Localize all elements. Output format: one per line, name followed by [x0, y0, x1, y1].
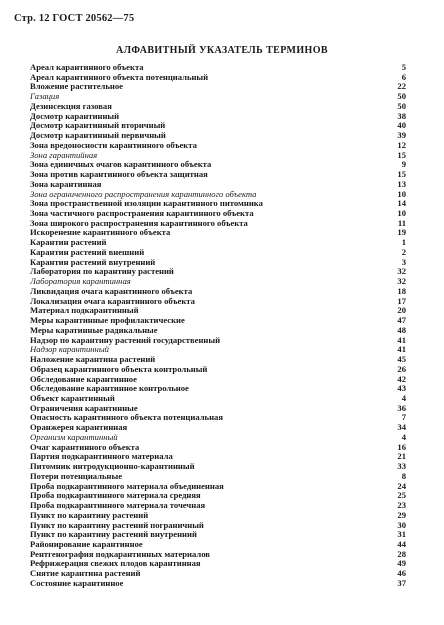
index-term: Зона пространственной изоляции карантинного питомника: [30, 199, 263, 209]
index-entry: [30, 511, 406, 521]
index-page-number: 36: [397, 402, 406, 413]
index-entry: [30, 306, 406, 316]
index-page-number: 19: [397, 227, 406, 238]
index-term: Ареал карантинного объекта: [30, 63, 144, 72]
index-term: Досмотр карантинный первичный: [30, 131, 166, 141]
index-page-number: 43: [397, 383, 406, 394]
index-term: Объект карантинный: [30, 393, 115, 403]
index-term: Надзор карантинный: [30, 345, 109, 355]
term-index-list: [30, 63, 406, 589]
index-page-number: 34: [397, 422, 406, 433]
index-entry: [30, 433, 406, 443]
index-entry: [30, 336, 406, 346]
index-entry: [30, 452, 406, 462]
index-term: Наложение карантина растений: [30, 355, 156, 365]
index-entry: [30, 141, 406, 151]
index-entry: [30, 384, 406, 394]
index-entry: [30, 404, 406, 414]
index-entry: [30, 112, 406, 122]
index-term: Зона ограниченного распространения карантинного объекта: [30, 189, 257, 199]
index-term: Меры каратинные радикальные: [30, 325, 158, 335]
index-entry: [30, 121, 406, 131]
index-term: Партия подкарантинного материала: [30, 452, 173, 462]
index-page-number: 50: [397, 91, 406, 102]
index-entry: [30, 579, 406, 589]
index-entry: [30, 160, 406, 170]
index-page-number: 18: [397, 285, 406, 296]
index-page-number: 13: [397, 178, 406, 189]
index-term: Меры карантинные профилактические: [30, 316, 185, 326]
index-page-number: 28: [397, 548, 406, 559]
index-page-number: 4: [401, 392, 406, 403]
index-term: Карантин растений: [30, 238, 107, 248]
index-page-number: 22: [397, 81, 406, 92]
index-entry: [30, 199, 406, 209]
index-term: Искоренение карантинного объекта: [30, 228, 171, 238]
index-page-number: 32: [397, 266, 406, 277]
index-entry: [30, 482, 406, 492]
index-entry: [30, 345, 406, 355]
index-entry: [30, 521, 406, 531]
index-entry: [30, 258, 406, 268]
index-term: Дезинсекция газовая: [30, 101, 112, 111]
index-term: Зона карантинная: [30, 179, 102, 189]
index-term: Ликвидация очага карантинного объекта: [30, 286, 193, 296]
index-page-number: 41: [397, 344, 406, 355]
index-term: Надзор по карантину растений государственный: [30, 335, 221, 345]
index-entry: [30, 462, 406, 472]
index-entry: [30, 472, 406, 482]
index-term: Локализация очага карантинного объекта: [30, 296, 195, 306]
index-entry: [30, 228, 406, 238]
index-page-number: 41: [397, 334, 406, 345]
index-page-number: 8: [401, 470, 406, 481]
index-entry: [30, 559, 406, 569]
index-page-number: 24: [397, 480, 406, 491]
index-entry: [30, 131, 406, 141]
index-page-number: 16: [397, 441, 406, 452]
index-term: Карантин растений внешний: [30, 247, 145, 257]
index-entry: [30, 92, 406, 102]
index-entry: [30, 248, 406, 258]
index-entry: [30, 394, 406, 404]
index-page-number: 10: [397, 208, 406, 219]
index-entry: [30, 375, 406, 385]
index-entry: [30, 151, 406, 161]
index-entry: [30, 297, 406, 307]
index-term: Питомник интродукционно-карантинный: [30, 462, 195, 472]
index-page-number: 2: [401, 246, 406, 257]
index-page-number: 5: [401, 62, 406, 72]
index-page-number: 33: [397, 461, 406, 472]
page-title: АЛФАВИТНЫЙ УКАЗАТЕЛЬ ТЕРМИНОВ: [116, 45, 328, 56]
index-term: Ареал карантинного объекта потенциальный: [30, 72, 209, 82]
index-entry: [30, 82, 406, 92]
index-entry: [30, 540, 406, 550]
index-page-number: 47: [397, 315, 406, 326]
index-term: Досмотр карантинный: [30, 111, 120, 121]
index-entry: [30, 530, 406, 540]
index-page-number: 17: [397, 295, 406, 306]
index-page-number: 32: [397, 276, 406, 287]
index-term: Потери потенциальные: [30, 471, 123, 481]
index-page-number: 46: [397, 568, 406, 579]
index-page-number: 4: [401, 431, 406, 442]
index-page-number: 44: [397, 538, 406, 549]
index-term: Районирование карантинное: [30, 539, 143, 549]
index-term: Карантин растений внутренний: [30, 257, 156, 267]
index-term: Обследование карантинное: [30, 374, 137, 384]
index-entry: [30, 63, 406, 73]
index-page-number: 31: [397, 529, 406, 540]
index-entry: [30, 355, 406, 365]
index-entry: [30, 238, 406, 248]
index-page-number: 9: [401, 159, 406, 170]
index-term: Вложение растительное: [30, 82, 123, 92]
index-term: Зона против карантинного объекта защитная: [30, 170, 208, 180]
index-page-number: 11: [397, 217, 406, 228]
index-term: Газация: [30, 92, 60, 102]
index-entry: [30, 267, 406, 277]
index-term: Лаборатория по карантину растений: [30, 267, 174, 277]
index-entry: [30, 219, 406, 229]
index-entry: [30, 73, 406, 83]
index-term: Пункт по карантину растений пограничный: [30, 520, 204, 530]
index-entry: [30, 443, 406, 453]
index-entry: [30, 180, 406, 190]
index-page-number: 12: [397, 139, 406, 150]
index-term: Досмотр карантинный вторичный: [30, 121, 166, 131]
index-term: Рентгенография подкарантинных материалов: [30, 549, 210, 559]
index-entry: [30, 365, 406, 375]
index-term: Очаг карантинного объекта: [30, 442, 140, 452]
index-term: Опасность карантинного объекта потенциальная: [30, 413, 223, 423]
index-term: Ограничения карантинные: [30, 403, 138, 413]
index-page-number: 20: [397, 305, 406, 316]
index-page-number: 14: [397, 198, 406, 209]
index-term: Лаборатория карантинная: [30, 277, 131, 287]
index-term: Состояние карантинное: [30, 578, 124, 588]
index-term: Пункт по карантину растений: [30, 510, 149, 520]
index-entry: [30, 491, 406, 501]
index-term: Зона гарантийная: [30, 150, 98, 160]
index-entry: [30, 287, 406, 297]
index-term: Материал подкарантинный: [30, 306, 139, 316]
index-entry: [30, 316, 406, 326]
index-term: Проба подкарантинного материала средняя: [30, 491, 201, 501]
index-entry: [30, 277, 406, 287]
index-term: Образец карантинного объекта контрольный: [30, 364, 208, 374]
index-term: Обследование карантинное контрольное: [30, 384, 189, 394]
index-term: Зона вредоносности карантинного объекта: [30, 140, 197, 150]
index-page-number: 15: [397, 169, 406, 180]
index-term: Организм карантинный: [30, 432, 118, 442]
index-entry: [30, 170, 406, 180]
index-entry: [30, 326, 406, 336]
index-entry: [30, 209, 406, 219]
index-page-number: 26: [397, 363, 406, 374]
index-term: Рефрижерация свежих плодов карантинная: [30, 559, 201, 569]
index-term: Проба подкарантинного материала объединенная: [30, 481, 224, 491]
index-entry: [30, 102, 406, 112]
index-term: Зона единичных очагов карантинного объекта: [30, 160, 212, 170]
index-page-number: 49: [397, 558, 406, 569]
index-page-number: 3: [401, 256, 406, 267]
index-term: Пункт по карантину растений внутренний: [30, 530, 197, 540]
index-entry: [30, 413, 406, 423]
index-entry: [30, 569, 406, 579]
index-term: Оранжерея карантинная: [30, 423, 128, 433]
index-page-number: 48: [397, 324, 406, 335]
index-term: Зона широкого распространения карантинного объекта: [30, 218, 248, 228]
index-page-number: 1: [401, 237, 406, 248]
index-page-number: 7: [401, 412, 406, 423]
index-term: Зона частичного распространения карантинного объекта: [30, 209, 254, 219]
index-page-number: 37: [397, 577, 406, 588]
index-page-number: 10: [397, 188, 406, 199]
index-page-number: 38: [397, 110, 406, 121]
page-header: Стр. 12 ГОСТ 20562—75: [14, 13, 135, 24]
index-page-number: 15: [397, 149, 406, 160]
index-page-number: 42: [397, 373, 406, 384]
index-page-number: 29: [397, 509, 406, 520]
index-page-number: 30: [397, 519, 406, 530]
index-term: Снятие карантина растений: [30, 569, 141, 579]
index-entry: [30, 423, 406, 433]
index-entry: [30, 190, 406, 200]
index-page-number: 21: [397, 451, 406, 462]
index-page-number: 45: [397, 354, 406, 365]
index-page-number: 6: [401, 71, 406, 82]
index-page-number: 39: [397, 130, 406, 141]
index-page-number: 50: [397, 100, 406, 111]
index-entry: [30, 550, 406, 560]
index-page-number: 25: [397, 490, 406, 501]
index-entry: [30, 501, 406, 511]
index-page-number: 40: [397, 120, 406, 131]
index-term: Проба подкарантинного материала точечная: [30, 501, 206, 511]
index-page-number: 23: [397, 500, 406, 511]
